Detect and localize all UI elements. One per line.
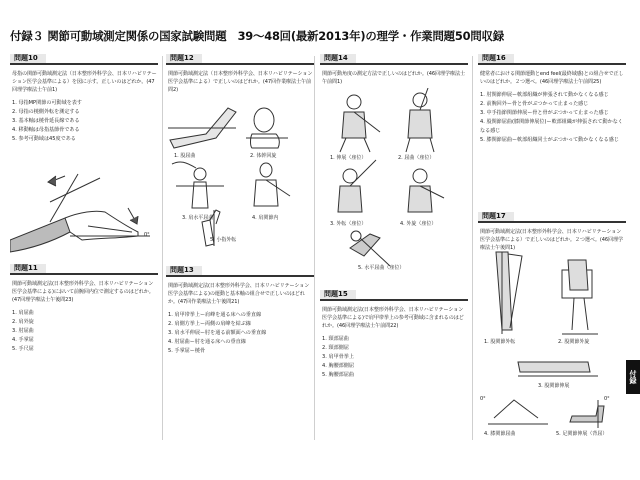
figure-caption: 3. 外転（座位）	[330, 221, 367, 227]
option: 2. 頸部側屈	[322, 345, 349, 351]
figure-caption: 2. 股関節外旋	[558, 339, 590, 345]
option: 2. 前腕回外ー骨と骨がぶつかって止まった感じ	[480, 101, 589, 107]
option: 1. 母指MP関節の可動域を表す	[12, 100, 82, 106]
question-14	[320, 54, 468, 271]
option-list	[10, 99, 158, 144]
question-12	[166, 54, 314, 243]
option: 5. 胸腰部屈曲	[322, 372, 354, 378]
option-list	[478, 91, 626, 145]
question-11	[10, 264, 158, 354]
figure-caption: 4. 外旋（座位）	[400, 221, 437, 227]
question-heading: 問題11	[10, 264, 158, 275]
option: 3. 肩水平伸展ー肘を通る前額面への垂直線	[168, 330, 267, 336]
question-text: 関節可動域測定法(日本整形外科学会、日本リハビリテーション医学会基準による)で肩甲帯挙上の参考可動域に含まれるのはどれか。(46回理学療法士午前問22)	[322, 307, 464, 329]
question-heading: 問題12	[166, 54, 314, 65]
option: 3. 肩甲骨挙上	[322, 354, 354, 360]
option-list	[166, 311, 314, 356]
option: 5. 膝関節屈曲ー軟部組織同士がぶつかって動かなくなる感じ	[480, 137, 619, 143]
option-list	[10, 309, 158, 354]
option: 4. 胸腰部側屈	[322, 363, 354, 369]
question-text: 関節可動域測定法(日本整形外科学会、日本リハビリテーション医学会基準による）で正しいのはどれか。２つ選べ。(46回理学療法士午後問1)	[480, 229, 624, 251]
option: 4. 移動軸は母指基節骨である	[12, 127, 80, 133]
figure-caption: 4. 膝関節屈曲	[484, 431, 516, 437]
option: 1. 肩甲帯挙上ー肩峰を通る床への垂直線	[168, 312, 262, 318]
column-divider	[162, 56, 163, 440]
question-text: 関節可動域測定法(日本整形外科学会、日本リハビリテーション医学会基準による)において前腕回内位で測定するのはどれか。(47回理学療法士午後問23)	[12, 281, 154, 303]
appendix-side-tab: 付録	[626, 360, 640, 394]
option: 5. 手掌屈ー橈骨	[168, 348, 206, 354]
thumb-rom-illustration	[10, 162, 158, 262]
option: 3. 中手指節関節伸展ー骨と骨がぶつかって止まった感じ	[480, 110, 609, 116]
question-text: 関節可動域測定法（日本整形外科学会、日本リハビリテーション医学会基準による）で正しいのはどれか。(47回作業療法士午前問2)	[168, 71, 313, 93]
figure-caption: 3. 肩水平屈曲	[182, 215, 214, 221]
figure-caption: 5. 足関節伸展（背屈）	[556, 431, 608, 437]
question-15	[320, 290, 468, 380]
column-1	[10, 54, 158, 446]
rom-illustrations	[166, 98, 314, 248]
figure-caption: 2. 屈曲（座位）	[398, 155, 435, 161]
column-divider	[314, 56, 315, 440]
question-text: 関節可動域測定法(日本整形外科学会、日本リハビリテーション医学会基準による)の運動と基本軸の組合せで正しいのはどれか。(47回作業療法士午後問21)	[168, 283, 310, 305]
question-text: 母指の関節可動域測定法（日本整形外科学会、日本リハビリテーション医学会基準による）を図に示す。正しいのはどれか。(47回理学療法士午前1)	[12, 71, 157, 93]
option-list	[320, 335, 468, 380]
question-heading: 問題15	[320, 290, 468, 301]
option: 2. 母指の橈側外転を測定する	[12, 109, 80, 115]
question-17	[478, 212, 626, 437]
option: 3. 基本軸は橈骨延長線である	[12, 118, 80, 124]
angle-label: 0°	[604, 396, 610, 402]
option: 2. 肩側方挙上ー両側の肩峰を結ぶ線	[168, 321, 251, 327]
question-heading: 問題13	[166, 266, 314, 277]
option: 1. 肘関節伸展ー軟部組織が伸張されて動かなくなる感じ	[480, 92, 609, 98]
page-title: 付録３ 関節可動域測定関係の国家試験問題 39〜48回(最新2013年)の理学・作業問題50問収録	[10, 29, 504, 43]
figure-caption: 3. 股関節伸展	[538, 383, 570, 389]
option: 2. 肩外旋	[12, 319, 34, 325]
question-text: 健常者における関節運動とend feel(最終域感)との組合せで正しいのはどれか。２つ選べ。(46回理学療法士午前問25)	[480, 71, 624, 85]
option: 5. 手尺屈	[12, 346, 34, 352]
figure-caption: 2. 体幹回旋	[250, 153, 277, 159]
figure-caption: 5. 水平屈曲（座位）	[358, 265, 405, 271]
angle-label: 0°	[144, 232, 150, 238]
option: 4. 肘屈曲ー肘を通る床への垂直線	[168, 339, 246, 345]
option: 4. 股関節屈曲(膝関節伸展位)ー軟部組織が伸張されて動かなくなる感じ	[480, 119, 623, 134]
option: 1. 肩屈曲	[12, 310, 34, 316]
question-heading: 問題16	[478, 54, 626, 65]
figure-caption: 1. 股関節外転	[484, 339, 516, 345]
question-heading: 問題17	[478, 212, 626, 223]
shoulder-rom-illustrations	[320, 88, 468, 278]
column-divider	[472, 56, 473, 440]
question-text: 関節可動角度の測定方法で正しいのはどれか。(46回理学療法士午前問1)	[322, 71, 466, 85]
question-10	[10, 54, 158, 238]
question-heading: 問題14	[320, 54, 468, 65]
angle-label: 0°	[480, 396, 486, 402]
question-13	[166, 266, 314, 356]
figure-caption: 1. 股屈曲	[174, 153, 196, 159]
column-3	[320, 54, 468, 446]
column-2	[166, 54, 314, 446]
option: 3. 肘屈曲	[12, 328, 34, 334]
hip-knee-ankle-rom-illustrations	[478, 250, 626, 440]
option: 5. 参考可動域は45度である	[12, 136, 76, 142]
question-heading: 問題10	[10, 54, 158, 65]
figure-caption: 1. 伸展（座位）	[330, 155, 367, 161]
option: 1. 頸部屈曲	[322, 336, 349, 342]
figure-caption: 4. 肩関節内	[252, 215, 279, 221]
figure-caption: 5. 小指外転	[210, 237, 237, 243]
column-4	[478, 54, 626, 446]
option: 4. 手掌屈	[12, 337, 34, 343]
question-16	[478, 54, 626, 145]
